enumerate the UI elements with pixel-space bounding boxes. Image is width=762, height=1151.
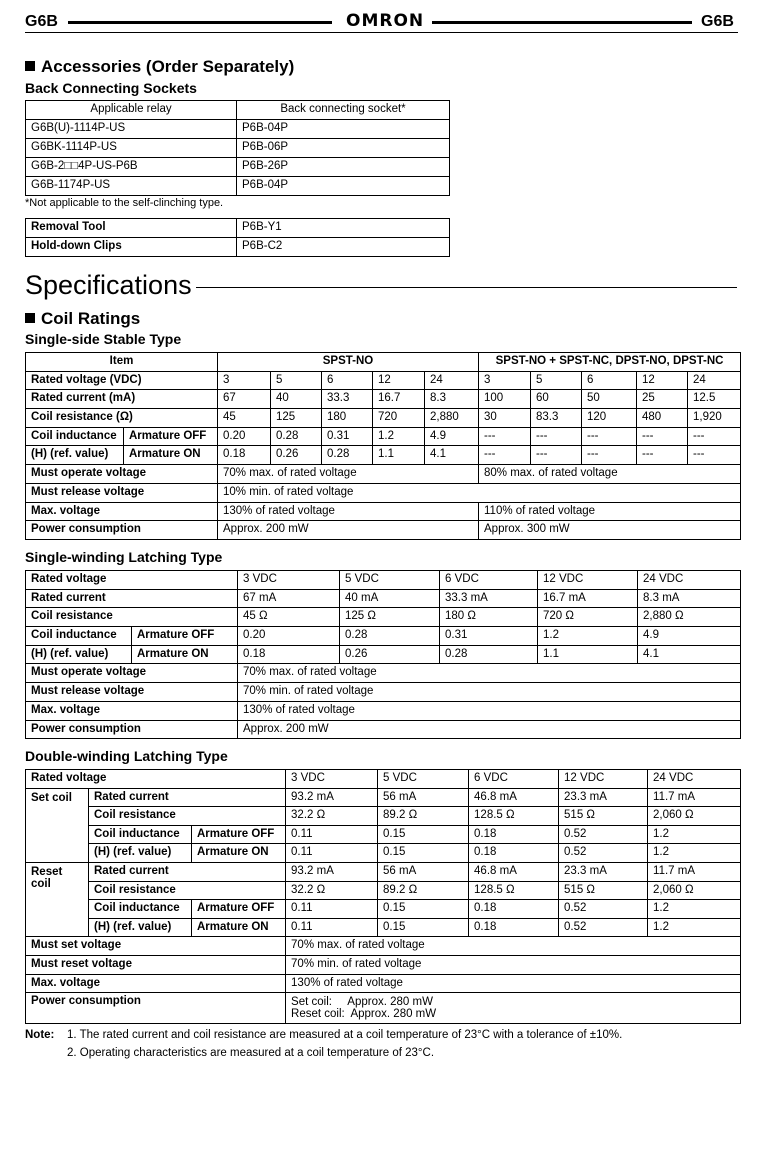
value-cell: 0.18 <box>469 844 559 863</box>
value-cell: 33.3 <box>322 390 373 409</box>
row-label-cell: Coil inductance <box>26 627 132 646</box>
table-row <box>26 101 450 120</box>
table-row <box>26 120 450 139</box>
value-cell: 1.1 <box>538 645 638 664</box>
row-label-cell: Max. voltage <box>26 701 238 720</box>
row-label-cell: Must reset voltage <box>26 955 286 974</box>
value-cell: 4.9 <box>425 427 479 446</box>
sockets-title: Back Connecting Sockets <box>25 80 197 96</box>
value-cell: 128.5 Ω <box>469 807 559 826</box>
table-row <box>26 238 450 257</box>
value-cell: 110% of rated voltage <box>479 502 741 521</box>
value-cell: 12 VDC <box>538 571 638 590</box>
value-cell: 1.2 <box>373 427 425 446</box>
table-row <box>26 390 741 409</box>
row-label-cell: (H) (ref. value) <box>26 645 132 664</box>
value-cell: 24 <box>688 371 741 390</box>
value-cell: 180 Ω <box>440 608 538 627</box>
value-cell: 720 <box>373 409 425 428</box>
value-cell: 1.2 <box>538 627 638 646</box>
header-model-right: G6B <box>701 13 734 30</box>
row-label-cell: Must set voltage <box>26 937 286 956</box>
row-label-cell: (H) (ref. value) <box>26 446 124 465</box>
value-cell: 0.26 <box>340 645 440 664</box>
value-cell: 0.11 <box>286 825 378 844</box>
value-cell: --- <box>479 446 531 465</box>
value-cell: 24 VDC <box>648 770 741 789</box>
row-label-cell: Max. voltage <box>26 974 286 993</box>
value-cell: P6B-C2 <box>237 238 450 257</box>
value-cell: --- <box>637 427 688 446</box>
specifications-title: Specifications <box>25 270 192 300</box>
single-side-title: Single-side Stable Type <box>25 331 182 347</box>
table-row <box>26 720 741 739</box>
value-cell: 5 <box>531 371 582 390</box>
value-cell: 8.3 <box>425 390 479 409</box>
value-cell: G6B-1174P-US <box>26 177 237 196</box>
value-cell: 1.2 <box>648 844 741 863</box>
row-label-cell: Armature ON <box>192 918 286 937</box>
row-label-cell: Coil resistance <box>89 881 286 900</box>
table-row <box>26 937 741 956</box>
row-label-cell: Armature ON <box>124 446 218 465</box>
table-row <box>26 862 741 881</box>
value-cell: 12 <box>373 371 425 390</box>
value-cell: 0.18 <box>218 446 271 465</box>
row-label-cell: Power consumption <box>26 720 238 739</box>
row-label-cell: Must release voltage <box>26 683 238 702</box>
row-label-cell: Rated voltage <box>26 770 286 789</box>
accessories-heading <box>25 57 294 77</box>
table-row <box>26 844 741 863</box>
double-latching-table <box>25 769 741 1024</box>
value-cell: G6BK-1114P-US <box>26 139 237 158</box>
value-cell: 125 <box>271 409 322 428</box>
specifications-rule <box>196 287 737 288</box>
value-cell: 67 mA <box>238 589 340 608</box>
coil-ratings-heading <box>25 309 140 329</box>
table-row <box>26 900 741 919</box>
value-cell: 0.52 <box>559 825 648 844</box>
value-cell: 30 <box>479 409 531 428</box>
value-cell: 0.26 <box>271 446 322 465</box>
row-label-cell: SPST-NO <box>218 353 479 372</box>
value-cell: 11.7 mA <box>648 862 741 881</box>
value-cell: 45 Ω <box>238 608 340 627</box>
value-cell: 128.5 Ω <box>469 881 559 900</box>
row-label-cell: Must operate voltage <box>26 465 218 484</box>
value-cell: 0.31 <box>440 627 538 646</box>
row-label-cell: Coil inductance <box>89 900 192 919</box>
table-row <box>26 521 741 540</box>
value-cell: 3 <box>479 371 531 390</box>
row-label-cell: Coil resistance (Ω) <box>26 409 218 428</box>
row-label-cell: Rated current <box>89 862 286 881</box>
value-cell: 4.1 <box>638 645 741 664</box>
table-row <box>26 918 741 937</box>
value-cell: P6B-06P <box>237 139 450 158</box>
value-cell: 40 mA <box>340 589 440 608</box>
value-cell: 12 <box>637 371 688 390</box>
row-label-cell: Coil inductance <box>89 825 192 844</box>
value-cell: 23.3 mA <box>559 862 648 881</box>
table-row <box>26 371 741 390</box>
table-row <box>26 974 741 993</box>
row-label-cell: Max. voltage <box>26 502 218 521</box>
value-cell: G6B-2□□4P-US-P6B <box>26 158 237 177</box>
table-row <box>26 219 450 238</box>
value-cell: 5 VDC <box>340 571 440 590</box>
value-cell: 46.8 mA <box>469 862 559 881</box>
table-row <box>26 608 741 627</box>
value-cell: 12.5 <box>688 390 741 409</box>
row-label-cell: Armature OFF <box>124 427 218 446</box>
value-cell: 6 VDC <box>469 770 559 789</box>
single-latching-title: Single-winding Latching Type <box>25 549 223 565</box>
value-cell: Approx. 200 mW <box>218 521 479 540</box>
sockets-table <box>25 100 450 196</box>
accessories-heading-text: Accessories (Order Separately) <box>41 57 295 76</box>
value-cell: 120 <box>582 409 637 428</box>
table-row <box>26 158 450 177</box>
value-cell: 0.18 <box>469 918 559 937</box>
value-cell: 24 <box>425 371 479 390</box>
table-row <box>26 353 741 372</box>
value-cell: 1.2 <box>648 825 741 844</box>
row-label-cell: Rated voltage <box>26 571 238 590</box>
tools-table <box>25 218 450 257</box>
value-cell: 46.8 mA <box>469 788 559 807</box>
table-row <box>26 807 741 826</box>
table-row <box>26 427 741 446</box>
value-cell: P6B-04P <box>237 177 450 196</box>
value-cell: 10% min. of rated voltage <box>218 483 741 502</box>
value-cell: 515 Ω <box>559 881 648 900</box>
value-cell: 89.2 Ω <box>378 807 469 826</box>
value-cell: 1.1 <box>373 446 425 465</box>
value-cell: --- <box>582 427 637 446</box>
value-cell: 0.52 <box>559 900 648 919</box>
value-cell: 480 <box>637 409 688 428</box>
value-cell: 23.3 mA <box>559 788 648 807</box>
value-cell: 4.9 <box>638 627 741 646</box>
value-cell: 16.7 mA <box>538 589 638 608</box>
bullet-square-icon <box>25 313 35 323</box>
header-rule-right <box>432 21 692 24</box>
row-label-cell: Must operate voltage <box>26 664 238 683</box>
row-label-cell: Rated voltage (VDC) <box>26 371 218 390</box>
value-cell: --- <box>479 427 531 446</box>
row-label-cell: Armature ON <box>132 645 238 664</box>
value-cell: 6 <box>322 371 373 390</box>
value-cell: 6 VDC <box>440 571 538 590</box>
value-cell: P6B-Y1 <box>237 219 450 238</box>
table-row <box>26 139 450 158</box>
value-cell: 0.18 <box>469 825 559 844</box>
value-cell: 50 <box>582 390 637 409</box>
table-row <box>26 177 450 196</box>
value-cell: 3 VDC <box>238 571 340 590</box>
value-cell: 2,880 <box>425 409 479 428</box>
value-cell: 0.52 <box>559 844 648 863</box>
value-cell: Approx. 200 mW <box>238 720 741 739</box>
value-cell: 70% min. of rated voltage <box>286 955 741 974</box>
value-cell: 515 Ω <box>559 807 648 826</box>
value-cell: 0.11 <box>286 844 378 863</box>
notes-label: Note: <box>25 1029 55 1041</box>
table-row <box>26 955 741 974</box>
value-cell: 3 VDC <box>286 770 378 789</box>
table-row <box>26 683 741 702</box>
value-cell: 56 mA <box>378 788 469 807</box>
value-cell: 1,920 <box>688 409 741 428</box>
table-row <box>26 589 741 608</box>
row-label-cell: Removal Tool <box>26 219 237 238</box>
value-cell: P6B-04P <box>237 120 450 139</box>
coil-ratings-heading-text: Coil Ratings <box>41 309 141 328</box>
value-cell: 16.7 <box>373 390 425 409</box>
value-cell: 45 <box>218 409 271 428</box>
value-cell: 70% min. of rated voltage <box>238 683 741 702</box>
value-cell: 32.2 Ω <box>286 807 378 826</box>
value-cell: 6 <box>582 371 637 390</box>
value-cell: 1.2 <box>648 918 741 937</box>
value-cell: 100 <box>479 390 531 409</box>
row-label-cell: Coil resistance <box>26 608 238 627</box>
value-cell: 130% of rated voltage <box>286 974 741 993</box>
row-label-cell: Power consumption <box>26 993 286 1024</box>
row-label-cell: Item <box>26 353 218 372</box>
omron-logo: OMRON <box>346 11 425 31</box>
table-row <box>26 502 741 521</box>
row-label-cell: (H) (ref. value) <box>89 844 192 863</box>
value-cell: 8.3 mA <box>638 589 741 608</box>
value-cell: Back connecting socket* <box>237 101 450 120</box>
value-cell: 0.18 <box>238 645 340 664</box>
row-label-cell: Power consumption <box>26 521 218 540</box>
value-cell: 1.2 <box>648 900 741 919</box>
row-label-cell: Set coil <box>26 788 89 862</box>
value-cell: 0.15 <box>378 918 469 937</box>
table-row <box>26 788 741 807</box>
table-row <box>26 483 741 502</box>
value-cell: 56 mA <box>378 862 469 881</box>
value-cell: --- <box>531 427 582 446</box>
value-cell: 70% max. of rated voltage <box>238 664 741 683</box>
row-label-cell: Rated current <box>89 788 286 807</box>
value-cell: 11.7 mA <box>648 788 741 807</box>
value-cell: 0.28 <box>440 645 538 664</box>
table-row <box>26 571 741 590</box>
row-label-cell: Rated current (mA) <box>26 390 218 409</box>
row-label-cell: Hold-down Clips <box>26 238 237 257</box>
value-cell: Set coil: Approx. 280 mW Reset coil: Approx. 280 mW <box>286 993 741 1024</box>
value-cell: --- <box>531 446 582 465</box>
value-cell: 5 <box>271 371 322 390</box>
table-row <box>26 701 741 720</box>
bullet-square-icon <box>25 61 35 71</box>
table-row <box>26 664 741 683</box>
value-cell: 2,060 Ω <box>648 807 741 826</box>
value-cell: 180 <box>322 409 373 428</box>
row-label-cell: Rated current <box>26 589 238 608</box>
table-row <box>26 465 741 484</box>
value-cell: 5 VDC <box>378 770 469 789</box>
value-cell: 130% of rated voltage <box>238 701 741 720</box>
value-cell: P6B-26P <box>237 158 450 177</box>
value-cell: 0.20 <box>218 427 271 446</box>
row-label-cell: Armature OFF <box>132 627 238 646</box>
value-cell: 25 <box>637 390 688 409</box>
value-cell: 0.15 <box>378 844 469 863</box>
value-cell: 3 <box>218 371 271 390</box>
row-label-cell: Coil inductance <box>26 427 124 446</box>
value-cell: --- <box>688 446 741 465</box>
value-cell: 67 <box>218 390 271 409</box>
value-cell: 0.15 <box>378 900 469 919</box>
value-cell: 0.28 <box>271 427 322 446</box>
header-rule-left <box>68 21 332 24</box>
value-cell: 2,060 Ω <box>648 881 741 900</box>
value-cell: --- <box>582 446 637 465</box>
row-label-cell: (H) (ref. value) <box>89 918 192 937</box>
value-cell: 0.15 <box>378 825 469 844</box>
value-cell: 70% max. of rated voltage <box>218 465 479 484</box>
value-cell: --- <box>637 446 688 465</box>
value-cell: G6B(U)-1114P-US <box>26 120 237 139</box>
value-cell: 60 <box>531 390 582 409</box>
value-cell: 32.2 Ω <box>286 881 378 900</box>
table-row <box>26 645 741 664</box>
value-cell: 0.20 <box>238 627 340 646</box>
note-2: 2. Operating characteristics are measured at a coil temperature of 23°C. <box>67 1047 435 1059</box>
sockets-footnote: *Not applicable to the self-clinching type. <box>25 197 224 209</box>
value-cell: 70% max. of rated voltage <box>286 937 741 956</box>
value-cell: 93.2 mA <box>286 788 378 807</box>
table-row <box>26 881 741 900</box>
value-cell: 130% of rated voltage <box>218 502 479 521</box>
value-cell: 720 Ω <box>538 608 638 627</box>
value-cell: 12 VDC <box>559 770 648 789</box>
value-cell: 0.11 <box>286 918 378 937</box>
value-cell: 0.52 <box>559 918 648 937</box>
value-cell: 83.3 <box>531 409 582 428</box>
value-cell: 93.2 mA <box>286 862 378 881</box>
table-row <box>26 825 741 844</box>
row-label-cell: SPST-NO + SPST-NC, DPST-NO, DPST-NC <box>479 353 741 372</box>
value-cell: 0.28 <box>340 627 440 646</box>
row-label-cell: Reset coil <box>26 862 89 936</box>
value-cell: Approx. 300 mW <box>479 521 741 540</box>
single-latching-table <box>25 570 741 739</box>
table-row <box>26 409 741 428</box>
value-cell: Applicable relay <box>26 101 237 120</box>
single-side-table <box>25 352 741 540</box>
value-cell: 4.1 <box>425 446 479 465</box>
row-label-cell: Armature OFF <box>192 900 286 919</box>
header-model-left: G6B <box>25 13 58 30</box>
table-row <box>26 770 741 789</box>
table-row <box>26 627 741 646</box>
row-label-cell: Armature OFF <box>192 825 286 844</box>
value-cell: 24 VDC <box>638 571 741 590</box>
value-cell: 80% max. of rated voltage <box>479 465 741 484</box>
value-cell: 40 <box>271 390 322 409</box>
value-cell: 0.18 <box>469 900 559 919</box>
value-cell: 33.3 mA <box>440 589 538 608</box>
double-latching-title: Double-winding Latching Type <box>25 748 228 764</box>
value-cell: --- <box>688 427 741 446</box>
value-cell: 2,880 Ω <box>638 608 741 627</box>
row-label-cell: Coil resistance <box>89 807 286 826</box>
note-1: 1. The rated current and coil resistance are measured at a coil temperature of 23°C with a tolerance of ±10%. <box>67 1029 623 1041</box>
value-cell: 0.11 <box>286 900 378 919</box>
value-cell: 125 Ω <box>340 608 440 627</box>
table-row <box>26 446 741 465</box>
row-label-cell: Armature ON <box>192 844 286 863</box>
value-cell: 89.2 Ω <box>378 881 469 900</box>
row-label-cell: Must release voltage <box>26 483 218 502</box>
table-row <box>26 993 741 1024</box>
header-divider <box>25 32 738 33</box>
value-cell: 0.31 <box>322 427 373 446</box>
value-cell: 0.28 <box>322 446 373 465</box>
